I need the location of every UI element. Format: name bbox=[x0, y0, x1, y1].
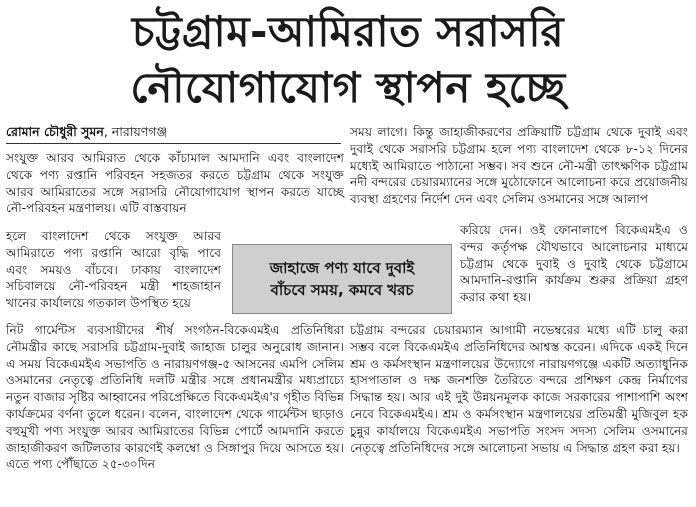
headline-line-2: নৌযোগাযোগ স্থাপন হচ্ছে bbox=[130, 63, 566, 112]
column-2-text-a: সময় লাগে। কিন্তু জাহাজীকরণের প্রক্রিয়াটি চট্টগ্রাম থেকে দুবাই এবং দুবাই থেকে সরাসরি চট্টগ্রাম হলে পণ্য বাংলাদেশ থেকে ৮-১২ দিনের মধ্যেই আমিরাতে পাঠানো সম্ভব। সব শুনে নৌ-মন্ত্রী তাৎক্ষণিক চট্টগ্রাম নদী বন্দরের চেয়ারম্যানের সঙ্গে মুঠোফোনে আলোচনা করে প্রয়োজনীয় ব্যবস্থা গ্রহণের নির্দেশ দেন এবং সেলিম ওসমানের সঙ্গে আলাপ bbox=[350, 125, 688, 207]
column-2-text-b: করিয়ে দেন। ওই ফোনালাপে বিকেএমইএ ও বন্দর কর্তৃপক্ষ যৌথভাবে আলোচনার মাধ্যমে চট্টগ্রাম থেকে দুবাই ও দুবাই থেকে চট্টগ্রামে আমদানি-রপ্তানি কার্যক্রম শুরুর প্রক্রিয়া গ্রহণ করার কথা হয়। bbox=[460, 223, 688, 305]
column-1-text-b: হলে বাংলাদেশ থেকে সংযুক্ত আরব আমিরাতে পণ্য রপ্তানি আরো বৃদ্ধি পাবে এবং সময়ও বাঁচবে। ঢাকায় বাংলাদেশ সচিবালয়ে নৌ-পরিবহন মন্ত্রী শাহজাহান খানের কার্যালয়ে গতকাল উপস্থিত হয়ে bbox=[6, 229, 221, 311]
pull-quote-line-1: জাহাজে পণ্য যাবে দুবাই bbox=[269, 259, 415, 277]
byline-place: , নারায়ণগঞ্জ bbox=[103, 124, 168, 139]
column-1-text-a: সংযুক্ত আরব আমিরাত থেকে কাঁচামাল আমদানি এবং বাংলাদেশ থেকে পণ্য রপ্তানি পরিবহন সহজতর করতে চট্টগ্রাম থেকে সংযুক্ত আরব আমিরাতের সঙ্গে সরাসরি নৌযোগাযোগ স্থাপন করতে যাচ্ছে নৌ-পরিবহন মন্ত্রণালয়। এটি বাস্তবায়ন bbox=[6, 151, 344, 216]
column-1-paragraph-c bbox=[6, 322, 344, 473]
byline bbox=[6, 124, 167, 144]
headline-line-1: চট্টগ্রাম-আমিরাত সরাসরি bbox=[131, 7, 565, 56]
byline-author: রোমান চৌধুরী সুমন bbox=[6, 124, 104, 139]
byline-divider bbox=[6, 143, 341, 144]
column-2-paragraph-b bbox=[460, 222, 688, 306]
column-2-paragraph-a bbox=[350, 124, 688, 208]
headline bbox=[0, 4, 696, 116]
column-1-paragraph-b bbox=[6, 228, 221, 312]
column-1-text-c: নিট গার্মেন্টস ব্যবসায়ীদের শীর্ষ সংগঠন-বিকেএমইএ প্রতিনিধিরা নৌমন্ত্রীর কাছে সরাসরি চট্টগ্রাম-দুবাই জাহাজ চালুর অনুরোধ জানান। এ সময় বিকেএমইএ সভাপতি ও নারায়ণগঞ্জ-৫ আসনের এমপি সেলিম ওসমানের নেতৃত্বে প্রতিনিধি দলটি মন্ত্রীর সঙ্গে প্রধানমন্ত্রীর মধ্যপ্রাচ্যে নতুন বাজার সৃষ্টির আহ্বানের পরিপ্রেক্ষিতে বিকেএমইএ'র গৃহীত বিভিন্ন কার্যক্রমের বর্ণনা তুলে ধরেন। বলেন, বাংলাদেশ থেকে গার্মেন্টস ছাড়াও বহুমুখী পণ্য সংযুক্ত আরব আমিরাতের বিভিন্ন পোর্টে আমদানি করতে জাহাজীকরণ জটিলতার কারণেই কলম্বো ও সিঙ্গাপুর দিয়ে আসতে হয়। এতে পণ্য পৌঁছাতে ২৫-৩০দিন bbox=[6, 323, 344, 472]
pull-quote-box bbox=[232, 244, 452, 314]
column-2-text-c: চট্টগ্রাম বন্দরের চেয়ারম্যান আগামী নভেম্বরের মধ্যে এটি চালু করা সম্ভব বলে বিকেএমইএ প্রতিনিধিদের আশ্বস্ত করেন। এদিকে একই দিনে শ্রম ও কর্মসংস্থান মন্ত্রণালয়ের উদ্যোগে নারায়ণগঞ্জে একটি অত্যাধুনিক হাসপাতাল ও দক্ষ জনশক্তি তৈরিতে বন্দরে প্রশিক্ষণ কেন্দ্র নির্মাণের সিদ্ধান্ত হয়। আর এই দুই উন্নয়নমূলক কাজে সরকারের পাশাপাশি অংশ নেবে বিকেএমইএ। শ্রম ও কর্মসংস্থান মন্ত্রণালয়ের প্রতিমন্ত্রী মুজিবুল হক চুন্নুর কার্যালয়ে বিকেএমইএ সভাপতি সংসদ সদস্য সেলিম ওসমানের নেতৃত্বে প্রতিনিধিদের সঙ্গে আলোচনা সভায় এ সিদ্ধান্ত গ্রহণ করা হয়। bbox=[350, 323, 688, 455]
column-2-paragraph-c bbox=[350, 322, 688, 456]
pull-quote-line-2: বাঁচবে সময়, কমবে খরচ bbox=[270, 281, 414, 299]
column-1-paragraph-a bbox=[6, 150, 344, 217]
